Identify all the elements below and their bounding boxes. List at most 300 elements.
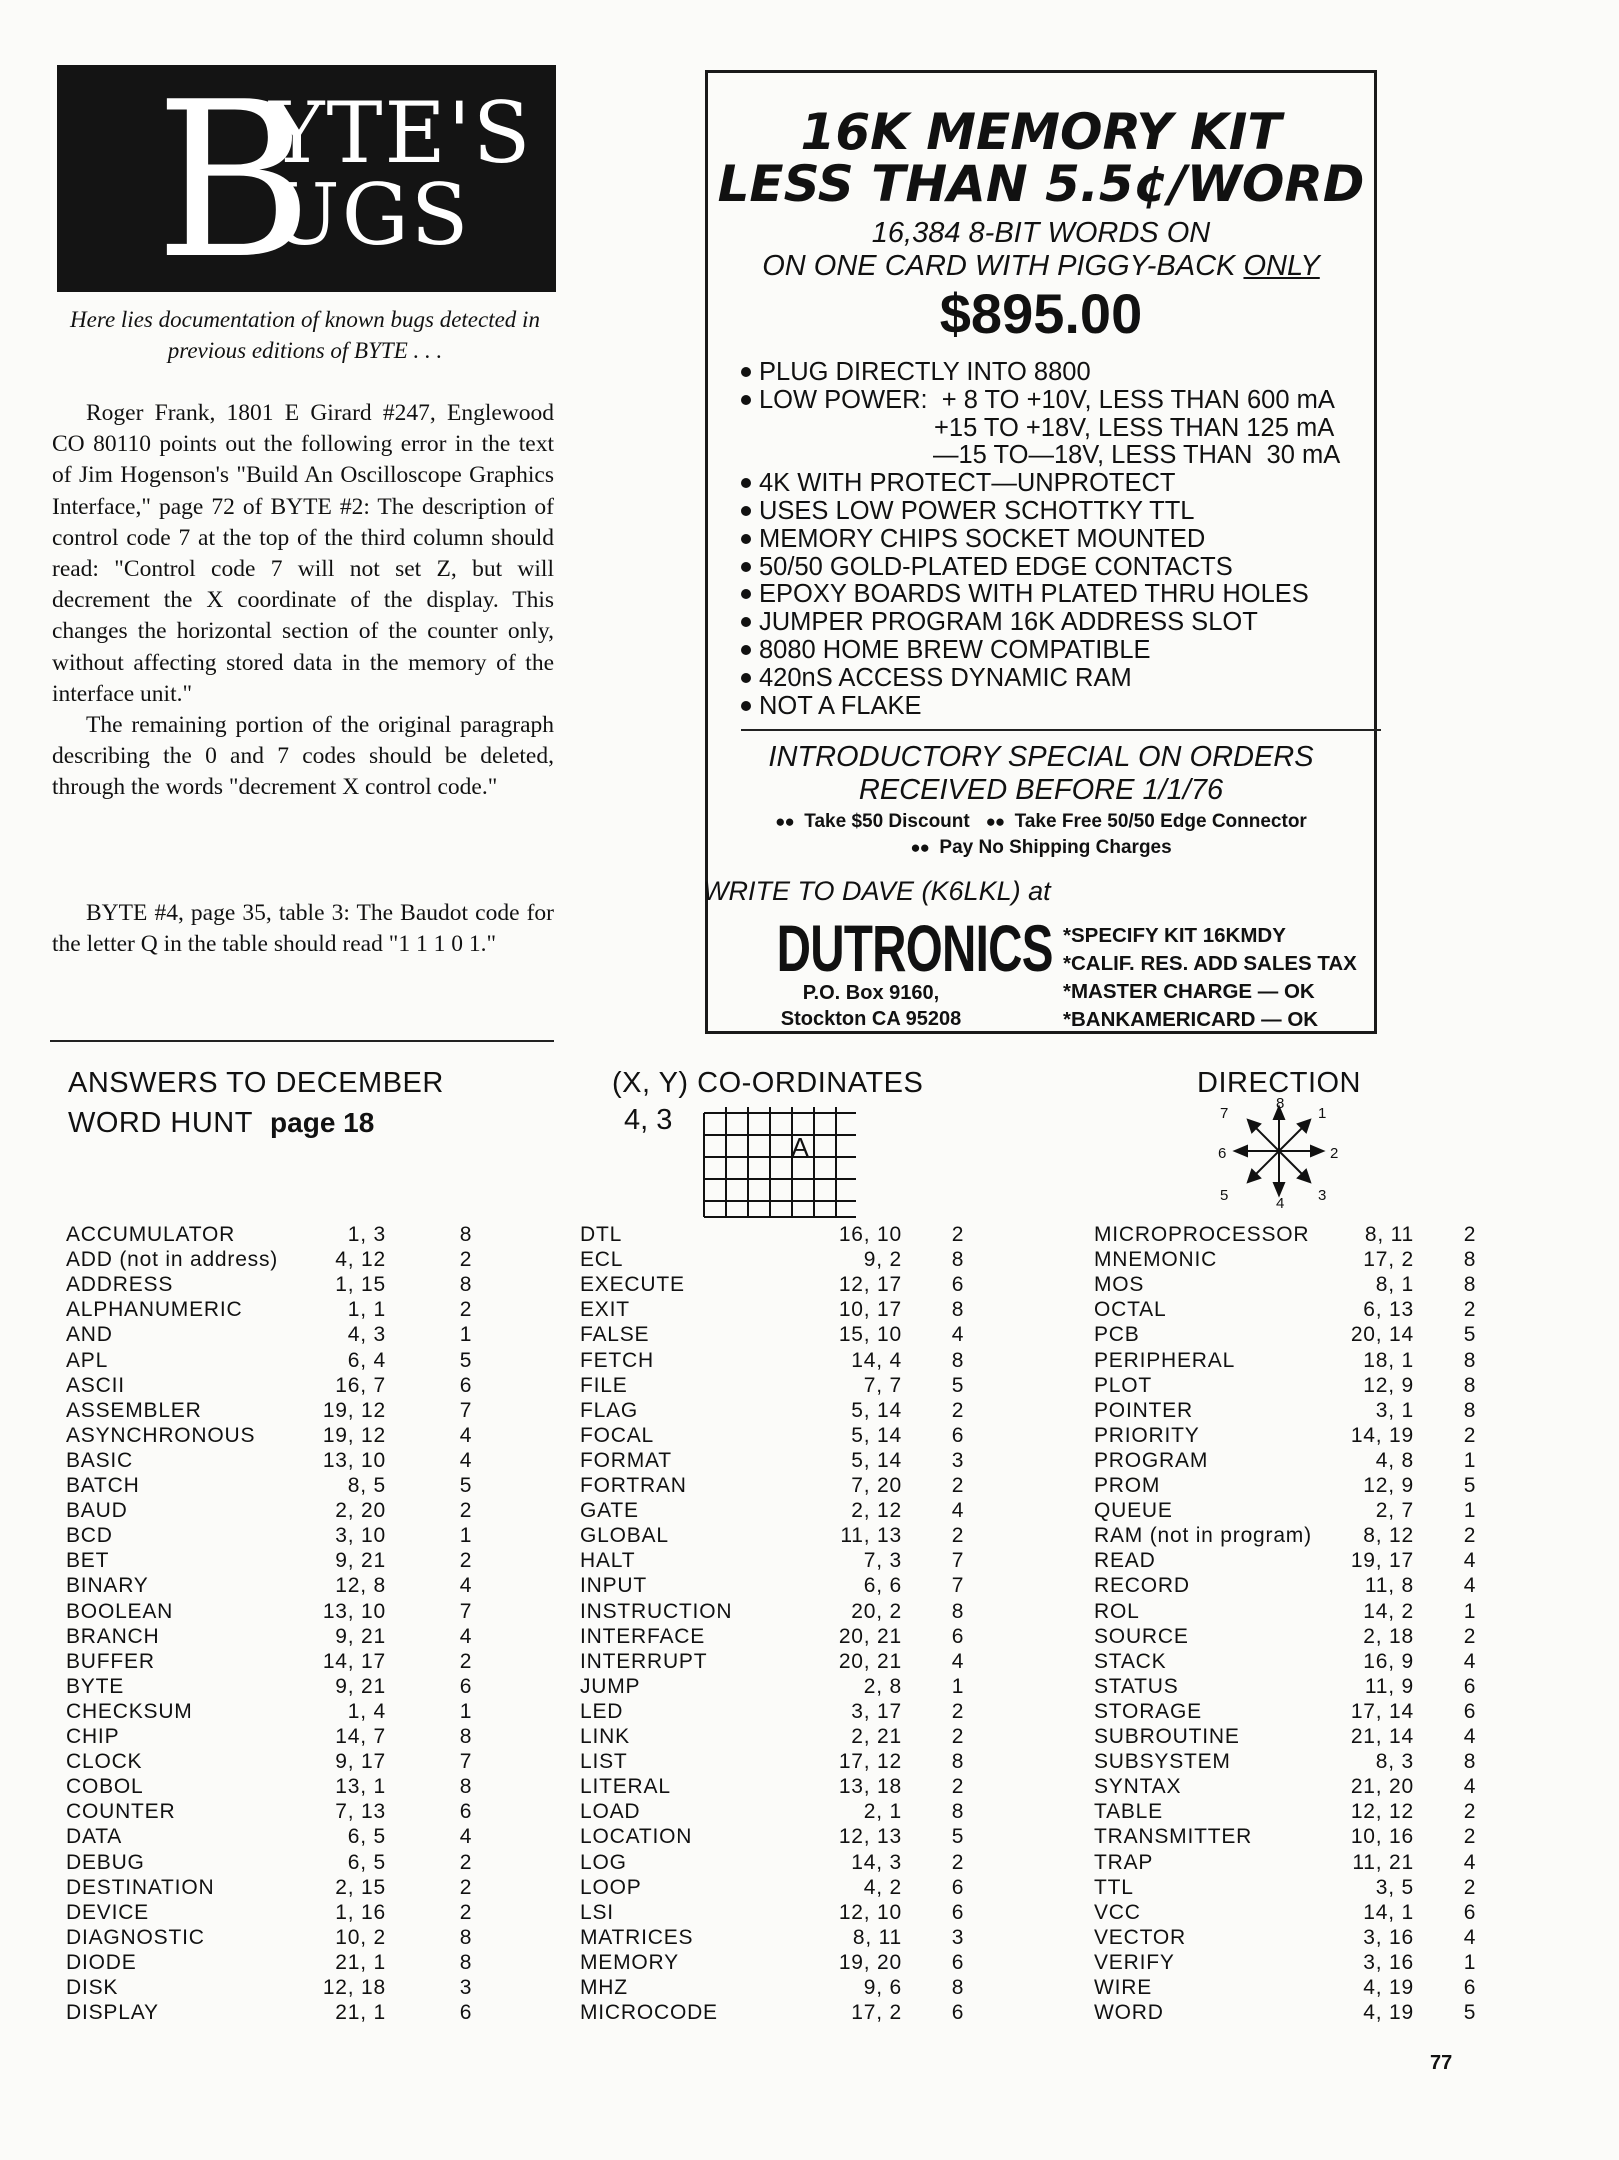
answer-word: BYTE [66, 1674, 125, 1698]
answer-word: COUNTER [66, 1800, 176, 1824]
answer-coordinates: 5, 14 [851, 1448, 902, 1472]
answer-row [66, 1322, 473, 1347]
answer-coordinates: 16, 10 [838, 1223, 902, 1246]
answer-direction: 6 [951, 1624, 965, 1648]
answer-row [580, 1599, 980, 1624]
answer-direction: 8 [951, 1750, 965, 1774]
answer-row [1094, 1649, 1494, 1674]
answer-direction: 4 [459, 1448, 473, 1472]
answer-word: ALPHANUMERIC [66, 1298, 243, 1322]
answer-coordinates: 13, 10 [322, 1599, 386, 1623]
answer-row [1094, 1774, 1494, 1799]
answer-word: ROL [1094, 1599, 1140, 1623]
answer-row [580, 1674, 980, 1699]
answer-row [580, 1699, 980, 1724]
answer-coordinates: 1, 3 [347, 1223, 386, 1246]
answer-coordinates: 2, 21 [851, 1725, 902, 1748]
answer-direction: 5 [459, 1474, 473, 1497]
answer-word: SUBSYSTEM [1094, 1750, 1231, 1774]
answer-row [66, 1348, 473, 1373]
answer-word: WORD [1094, 2001, 1164, 2025]
answer-row [66, 1925, 473, 1950]
answer-direction: 1 [1463, 1448, 1477, 1472]
answer-word: DEBUG [66, 1850, 145, 1874]
answer-direction: 4 [1463, 1574, 1477, 1598]
answer-coordinates: 10, 2 [335, 1925, 386, 1949]
answer-word: ASYNCHRONOUS [66, 1423, 256, 1447]
direction-label: 4 [1276, 1195, 1285, 1212]
answer-direction: 2 [951, 1524, 965, 1548]
answer-direction: 8 [1463, 1398, 1477, 1422]
answer-direction: 7 [459, 1398, 473, 1422]
answer-row [66, 1297, 473, 1322]
answer-row [580, 1749, 980, 1774]
answer-direction: 5 [951, 1373, 965, 1397]
answer-word: LITERAL [580, 1775, 671, 1799]
answer-direction: 8 [951, 1976, 965, 1999]
answer-direction: 2 [1463, 1423, 1477, 1447]
answer-direction: 8 [951, 1348, 965, 1372]
ad-headline-1: 16K MEMORY KIT [800, 103, 1282, 161]
answer-coordinates: 9, 21 [335, 1549, 386, 1573]
ad-address-2: Stockton CA 95208 [780, 1008, 962, 1030]
answers-column-1 [66, 1222, 473, 2032]
answer-row [1094, 1498, 1494, 1523]
answer-word: COBOL [66, 1775, 144, 1799]
answer-word: PCB [1094, 1323, 1140, 1347]
answer-row [66, 1975, 473, 2000]
answer-coordinates: 1, 4 [347, 1699, 386, 1723]
answer-coordinates: 7, 3 [863, 1549, 902, 1573]
answer-row [66, 1774, 473, 1799]
answer-coordinates: 20, 2 [851, 1599, 902, 1623]
answer-coordinates: 2, 12 [851, 1499, 902, 1523]
answer-word: VECTOR [1094, 1925, 1186, 1949]
answer-coordinates: 12, 12 [1350, 1800, 1414, 1824]
coordinates-heading: (X, Y) CO-ORDINATES [612, 1067, 924, 1099]
answer-row [580, 1950, 980, 1975]
answer-word: QUEUE [1094, 1499, 1173, 1523]
answer-row [1094, 1348, 1494, 1373]
answer-word: JUMP [580, 1674, 641, 1698]
answer-row [580, 1548, 980, 1573]
ad-order-notes [1063, 922, 1357, 1034]
answer-word: PRIORITY [1094, 1423, 1200, 1447]
answer-direction: 6 [951, 1900, 965, 1924]
answer-row [580, 1398, 980, 1423]
answer-coordinates: 4, 2 [863, 1875, 902, 1899]
answer-row [1094, 1548, 1494, 1573]
answer-word: DISPLAY [66, 2001, 159, 2025]
answer-row [66, 1498, 473, 1523]
answer-word: LOOP [580, 1875, 642, 1899]
answer-direction: 2 [459, 1850, 473, 1874]
ad-sub-2-main: ON ONE CARD WITH PIGGY-BACK [762, 250, 1244, 282]
answer-coordinates: 21, 20 [1350, 1775, 1414, 1799]
answer-word: MOS [1094, 1273, 1145, 1297]
answer-coordinates: 16, 7 [335, 1373, 386, 1397]
answer-row [580, 1373, 980, 1398]
answer-word: TTL [1094, 1875, 1134, 1899]
answer-row [66, 1950, 473, 1975]
answer-row [580, 1774, 980, 1799]
answer-row [1094, 1749, 1494, 1774]
answer-coordinates: 6, 5 [347, 1850, 386, 1874]
answer-word: LIST [580, 1750, 628, 1774]
answer-coordinates: 17, 14 [1350, 1699, 1414, 1723]
answer-row [580, 1272, 980, 1297]
answer-direction: 6 [951, 1875, 965, 1899]
answer-word: STACK [1094, 1649, 1167, 1673]
answer-word: TRANSMITTER [1094, 1825, 1253, 1849]
answer-row [66, 1599, 473, 1624]
answer-row [66, 1373, 473, 1398]
answer-row [1094, 2000, 1494, 2025]
answer-word: DISK [66, 1976, 119, 1999]
grid-letter: A [791, 1132, 809, 1162]
ad-address-1: P.O. Box 9160, [802, 982, 940, 1004]
answer-coordinates: 14, 3 [851, 1850, 902, 1874]
answer-row [1094, 1373, 1494, 1398]
answers-column-3 [1094, 1222, 1494, 2032]
answer-word: BAUD [66, 1499, 128, 1523]
answer-row [580, 1297, 980, 1322]
answers-heading-line1: ANSWERS TO DECEMBER [68, 1067, 444, 1099]
answer-coordinates: 14, 4 [851, 1348, 902, 1372]
answer-direction: 2 [459, 1549, 473, 1573]
answer-coordinates: 9, 21 [335, 1674, 386, 1698]
answer-row [580, 1523, 980, 1548]
answer-direction: 4 [1463, 1549, 1477, 1573]
answer-direction: 3 [951, 1448, 965, 1472]
answer-direction: 6 [1463, 1976, 1477, 1999]
feature-item: EPOXY BOARDS WITH PLATED THRU HOLES [741, 581, 1381, 609]
answer-coordinates: 19, 17 [1350, 1549, 1414, 1573]
answer-coordinates: 13, 10 [322, 1448, 386, 1472]
answer-coordinates: 20, 21 [838, 1624, 902, 1648]
direction-label: 1 [1318, 1105, 1327, 1122]
answer-direction: 8 [1463, 1373, 1477, 1397]
answer-word: FETCH [580, 1348, 654, 1372]
answer-coordinates: 18, 1 [1363, 1348, 1414, 1372]
answer-word: BET [66, 1549, 110, 1573]
answer-word: TRAP [1094, 1850, 1154, 1874]
answer-row [66, 1573, 473, 1598]
answer-word: DESTINATION [66, 1875, 215, 1899]
answer-word: SOURCE [1094, 1624, 1189, 1648]
answer-coordinates: 1, 16 [335, 1900, 386, 1924]
answer-coordinates: 19, 20 [838, 1950, 902, 1974]
answer-word: ASSEMBLER [66, 1398, 202, 1422]
answer-word: SYNTAX [1094, 1775, 1182, 1799]
answer-word: BATCH [66, 1474, 140, 1497]
bug-paragraph: BYTE #4, page 35, table 3: The Baudot code for the letter Q in the table should read "1 1 1 0 1." [52, 900, 554, 958]
answer-word: DEVICE [66, 1900, 149, 1924]
answer-row [1094, 1247, 1494, 1272]
answer-direction: 2 [951, 1725, 965, 1748]
answer-word: BCD [66, 1524, 113, 1548]
answer-direction: 1 [1463, 1950, 1477, 1974]
answer-coordinates: 12, 17 [838, 1273, 902, 1297]
answer-word: DTL [580, 1223, 623, 1246]
ad-sub-2 [705, 249, 1377, 283]
answer-direction: 6 [951, 1950, 965, 1974]
answer-row [580, 1573, 980, 1598]
answer-row [580, 1322, 980, 1347]
title-line2: UGS [269, 166, 471, 264]
answer-word: HALT [580, 1549, 636, 1573]
answer-row [580, 1222, 980, 1247]
answer-row [580, 1875, 980, 1900]
answer-direction: 5 [459, 1348, 473, 1372]
answer-direction: 4 [1463, 1925, 1477, 1949]
answer-coordinates: 14, 17 [322, 1649, 386, 1673]
answer-coordinates: 21, 1 [335, 2001, 386, 2025]
feature-power-line: —15 TO—18V, LESS THAN 30 mA [933, 441, 1341, 470]
answer-row [580, 1724, 980, 1749]
ad-feature-list [741, 359, 1381, 720]
answer-word: MICROCODE [580, 2001, 718, 2025]
answer-direction: 2 [1463, 1825, 1477, 1849]
answer-coordinates: 6, 6 [863, 1574, 902, 1598]
ad-note: *SPECIFY KIT 16KMDY [1063, 924, 1286, 947]
answer-direction: 7 [459, 1599, 473, 1623]
title-initial: B [155, 55, 313, 306]
answer-word: CLOCK [66, 1750, 143, 1774]
answer-word: ADD (not in address) [66, 1248, 279, 1272]
answer-direction: 7 [951, 1549, 965, 1573]
answer-word: CHECKSUM [66, 1699, 193, 1723]
answer-coordinates: 1, 15 [335, 1273, 386, 1297]
answer-direction: 4 [459, 1423, 473, 1447]
answer-row [580, 1448, 980, 1473]
answer-word: ACCUMULATOR [66, 1223, 236, 1246]
answer-coordinates: 8, 11 [1364, 1223, 1414, 1246]
answer-word: VERIFY [1094, 1950, 1175, 1974]
feature-item: 50/50 GOLD-PLATED EDGE CONTACTS [741, 554, 1381, 582]
answer-row [1094, 1824, 1494, 1849]
answer-direction: 8 [459, 1223, 473, 1246]
answer-row [66, 1699, 473, 1724]
answer-word: CHIP [66, 1725, 120, 1748]
answer-direction: 5 [1463, 2001, 1477, 2025]
answer-direction: 4 [459, 1825, 473, 1849]
answer-row [66, 1724, 473, 1749]
answer-word: LINK [580, 1725, 630, 1748]
answer-direction: 2 [1463, 1298, 1477, 1322]
answer-row [580, 2000, 980, 2025]
answer-row [1094, 1950, 1494, 1975]
feature-item: LOW POWER: + 8 TO +10V, LESS THAN 600 mA [741, 387, 1381, 415]
answer-coordinates: 14, 7 [335, 1725, 386, 1748]
answer-word: INPUT [580, 1574, 647, 1598]
answer-coordinates: 3, 17 [851, 1699, 902, 1723]
ad-write-to: WRITE TO DAVE (K6LKL) at [703, 876, 1051, 906]
answer-word: SUBROUTINE [1094, 1725, 1240, 1748]
answer-row [66, 1247, 473, 1272]
ad-sub-2-only: ONLY [1243, 250, 1320, 282]
bug-report-baudot [52, 898, 554, 960]
answer-direction: 1 [459, 1699, 473, 1723]
answer-word: FILE [580, 1373, 628, 1397]
direction-compass [1204, 1095, 1339, 1212]
answer-coordinates: 21, 1 [335, 1950, 386, 1974]
answer-coordinates: 14, 1 [1363, 1900, 1414, 1924]
answer-row [66, 1824, 473, 1849]
answer-coordinates: 13, 18 [838, 1775, 902, 1799]
answer-coordinates: 6, 5 [347, 1825, 386, 1849]
answer-direction: 1 [951, 1674, 965, 1698]
answer-direction: 4 [459, 1574, 473, 1598]
answer-direction: 2 [459, 1900, 473, 1924]
answer-coordinates: 17, 2 [851, 2001, 902, 2025]
answer-coordinates: 8, 1 [1375, 1273, 1414, 1297]
answer-direction: 7 [951, 1574, 965, 1598]
answer-direction: 8 [951, 1599, 965, 1623]
answer-direction: 8 [951, 1298, 965, 1322]
answer-direction: 8 [1463, 1750, 1477, 1774]
answer-coordinates: 9, 6 [863, 1976, 902, 1999]
answer-row [66, 1272, 473, 1297]
answer-word: MHZ [580, 1976, 628, 1999]
answer-coordinates: 2, 7 [1375, 1499, 1414, 1523]
answer-coordinates: 4, 8 [1375, 1448, 1414, 1472]
feature-item: NOT A FLAKE [741, 693, 1381, 721]
answer-direction: 3 [459, 1976, 473, 1999]
answer-row [66, 1448, 473, 1473]
answer-coordinates: 15, 10 [838, 1323, 902, 1347]
bug-paragraph: The remaining portion of the original paragraph describing the 0 and 7 codes should be deleted, through the words "decrement X control code." [52, 712, 554, 801]
answer-word: MNEMONIC [1094, 1248, 1218, 1272]
answer-row [66, 1850, 473, 1875]
direction-label: 5 [1220, 1187, 1229, 1204]
answer-coordinates: 3, 16 [1363, 1950, 1414, 1974]
answer-direction: 2 [1463, 1524, 1477, 1548]
ad-divider [741, 729, 1381, 731]
answer-word: BASIC [66, 1448, 134, 1472]
answer-coordinates: 6, 13 [1363, 1298, 1414, 1322]
ad-note: *BANKAMERICARD — OK [1063, 1008, 1319, 1031]
answer-word: WIRE [1094, 1976, 1153, 1999]
answer-row [580, 1473, 980, 1498]
answer-word: EXIT [580, 1298, 630, 1322]
direction-label: 7 [1220, 1105, 1229, 1122]
answer-coordinates: 4, 19 [1363, 1976, 1414, 1999]
answer-direction: 4 [459, 1624, 473, 1648]
answer-coordinates: 5, 14 [851, 1398, 902, 1422]
answer-direction: 5 [951, 1825, 965, 1849]
answers-heading-line2: WORD HUNT page 18 [68, 1107, 375, 1139]
answer-row [1094, 1900, 1494, 1925]
answer-word: VCC [1094, 1900, 1141, 1924]
answer-word: GATE [580, 1499, 639, 1523]
answers-page-ref: page 18 [270, 1107, 375, 1138]
answer-row [580, 1799, 980, 1824]
answer-direction: 4 [951, 1323, 965, 1347]
answer-direction: 8 [459, 1273, 473, 1297]
answer-direction: 8 [951, 1248, 965, 1272]
answer-row [580, 1850, 980, 1875]
answer-coordinates: 11, 21 [1352, 1850, 1414, 1874]
answer-direction: 8 [459, 1725, 473, 1748]
answer-word: LOCATION [580, 1825, 693, 1849]
answer-word: MICROPROCESSOR [1094, 1223, 1310, 1246]
answer-row [66, 1875, 473, 1900]
answer-direction: 2 [459, 1499, 473, 1523]
answer-word: LED [580, 1699, 624, 1723]
answer-word: FLAG [580, 1398, 639, 1422]
answer-coordinates: 14, 19 [1350, 1423, 1414, 1447]
answer-coordinates: 20, 14 [1350, 1323, 1414, 1347]
answer-direction: 2 [1463, 1875, 1477, 1899]
answer-row [1094, 1599, 1494, 1624]
answer-word: ADDRESS [66, 1273, 174, 1297]
answer-row [1094, 1724, 1494, 1749]
answer-coordinates: 2, 15 [335, 1875, 386, 1899]
answer-direction: 6 [459, 1373, 473, 1397]
answer-coordinates: 3, 5 [1375, 1875, 1414, 1899]
answers-column-2 [580, 1222, 980, 2032]
answer-coordinates: 12, 13 [838, 1825, 902, 1849]
answer-direction: 4 [951, 1499, 965, 1523]
bugs-intro: Here lies documentation of known bugs detected in previous editions of BYTE . . . [70, 307, 540, 363]
answer-word: INTERRUPT [580, 1649, 708, 1673]
bytes-bugs-title-block [57, 55, 556, 306]
answer-word: AND [66, 1323, 113, 1347]
answer-row [66, 1423, 473, 1448]
answer-word: FORTRAN [580, 1474, 687, 1497]
answer-row [66, 1548, 473, 1573]
answer-direction: 2 [459, 1649, 473, 1673]
answer-direction: 7 [459, 1750, 473, 1774]
answer-row [1094, 1875, 1494, 1900]
answer-coordinates: 3, 10 [335, 1524, 386, 1548]
answer-direction: 1 [1463, 1499, 1477, 1523]
answer-coordinates: 3, 1 [1375, 1398, 1414, 1422]
answer-coordinates: 2, 8 [863, 1674, 902, 1698]
answer-coordinates: 8, 3 [1375, 1750, 1414, 1774]
answer-direction: 4 [1463, 1850, 1477, 1874]
answer-row [1094, 1473, 1494, 1498]
ad-offer-line-1: ●● Take $50 Discount ●● Take Free 50/50 Edge Connector [775, 811, 1307, 832]
answer-direction: 2 [951, 1699, 965, 1723]
answer-coordinates: 10, 17 [838, 1298, 902, 1322]
answer-row [1094, 1423, 1494, 1448]
answer-coordinates: 4, 19 [1363, 2001, 1414, 2025]
answer-coordinates: 17, 2 [1363, 1248, 1414, 1272]
answer-direction: 8 [459, 1950, 473, 1974]
answer-coordinates: 7, 20 [851, 1474, 902, 1497]
answer-coordinates: 19, 12 [322, 1398, 386, 1422]
answer-coordinates: 7, 13 [335, 1800, 386, 1824]
answer-direction: 2 [1463, 1624, 1477, 1648]
answer-row [66, 1222, 473, 1247]
feature-power-line: +15 TO +18V, LESS THAN 125 mA [934, 413, 1335, 442]
answer-coordinates: 17, 12 [838, 1750, 902, 1774]
answer-word: BRANCH [66, 1624, 160, 1648]
answer-coordinates: 21, 14 [1350, 1725, 1414, 1748]
answer-word: BUFFER [66, 1649, 155, 1673]
answer-coordinates: 12, 8 [335, 1574, 386, 1598]
answer-coordinates: 11, 8 [1364, 1574, 1414, 1598]
answer-coordinates: 2, 1 [863, 1800, 902, 1824]
answer-coordinates: 8, 11 [852, 1925, 902, 1949]
answer-row [1094, 1799, 1494, 1824]
answer-word: LOAD [580, 1800, 641, 1824]
answer-row [1094, 1523, 1494, 1548]
ad-note: *CALIF. RES. ADD SALES TAX [1063, 952, 1357, 975]
answer-word: STORAGE [1094, 1699, 1202, 1723]
